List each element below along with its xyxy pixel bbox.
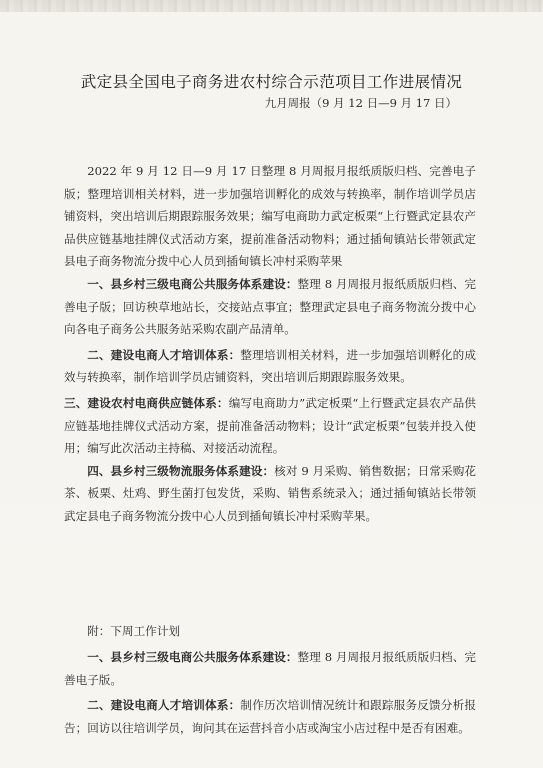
section-paragraph — [64, 273, 476, 341]
section-heading: 三、建设农村电商供应链体系： — [64, 395, 229, 410]
section-text: 整理培训相关材料，进一步加强培训孵化的成效与转换率，制作培训学员店铺资料，突出培训后期跟踪服务效果。 — [64, 347, 476, 385]
plan-text: 整理 8 月周报月报纸质版归档、完善电子版。 — [64, 650, 476, 687]
section-heading: 二、建设电商人才培训体系： — [87, 347, 241, 362]
section-paragraph — [64, 460, 476, 528]
scan-edge — [0, 0, 543, 12]
section-text: 编写电商助力”武定板栗“上行暨武定县农产品供应链基地挂牌仪式活动方案，提前准备活动物料；设计“武定板栗”包装并投入使用；编写此次活动主持稿、对接活动流程。 — [64, 395, 476, 456]
plan-paragraph — [64, 694, 476, 739]
section-text: 核对 9 月采购、销售数据；日常采购花茶、板栗、灶鸡、野生菌打包发货，采购、销售系统录入；通过插甸镇站长带领武定县电子商务物流分拨中心人员到插甸镇长冲村采购苹果。 — [64, 463, 476, 523]
section-paragraph — [64, 392, 476, 460]
plan-heading: 一、县乡村三级电商公共服务体系建设： — [87, 650, 298, 665]
section-heading: 四、县乡村三级物流服务体系建设： — [87, 463, 275, 478]
document-title: 武定县全国电子商务进农村综合示范项目工作进展情况 — [80, 73, 463, 91]
plan-text: 制作历次培训情况统计和跟踪服务反馈分析报告；回访以往培训学员，询问其在运营抖音小店或淘宝小店过程中是否有困难。 — [64, 698, 476, 735]
section-heading: 一、县乡村三级电商公共服务体系建设： — [87, 276, 298, 291]
document-body — [64, 160, 476, 739]
report-period: 九月周报（9 月 12 日—9 月 17 日） — [264, 96, 457, 110]
intro-paragraph: 2022 年 9 月 12 日—9 月 17 日整理 8 月周报月报纸质版归档、完善电子版；整理培训相关材料，进一步加强培训孵化的成效与转换率，制作培训学员店铺资料，突出培训后期跟踪服务效果；编写电商助力武定板栗“上行暨武定县农产品供应链基地挂牌仪式活动方案，提前准备活动物料；通过插甸镇站长带领武定县电子商务物流分拨中心人员到插甸镇长冲村采购苹果 — [64, 164, 476, 269]
section-text: 整理 8 月周报月报纸质版归档、完善电子版；回访秧草地站长，交接站点事宜；整理武定县电子商务物流分拨中心向各电子商务公共服务站采购农副产品清单。 — [64, 276, 476, 337]
section-paragraph — [64, 344, 476, 389]
plan-paragraph — [64, 646, 476, 691]
next-week-title: 附：下周工作计划 — [87, 623, 180, 638]
plan-heading: 二、建设电商人才培训体系： — [87, 698, 241, 713]
